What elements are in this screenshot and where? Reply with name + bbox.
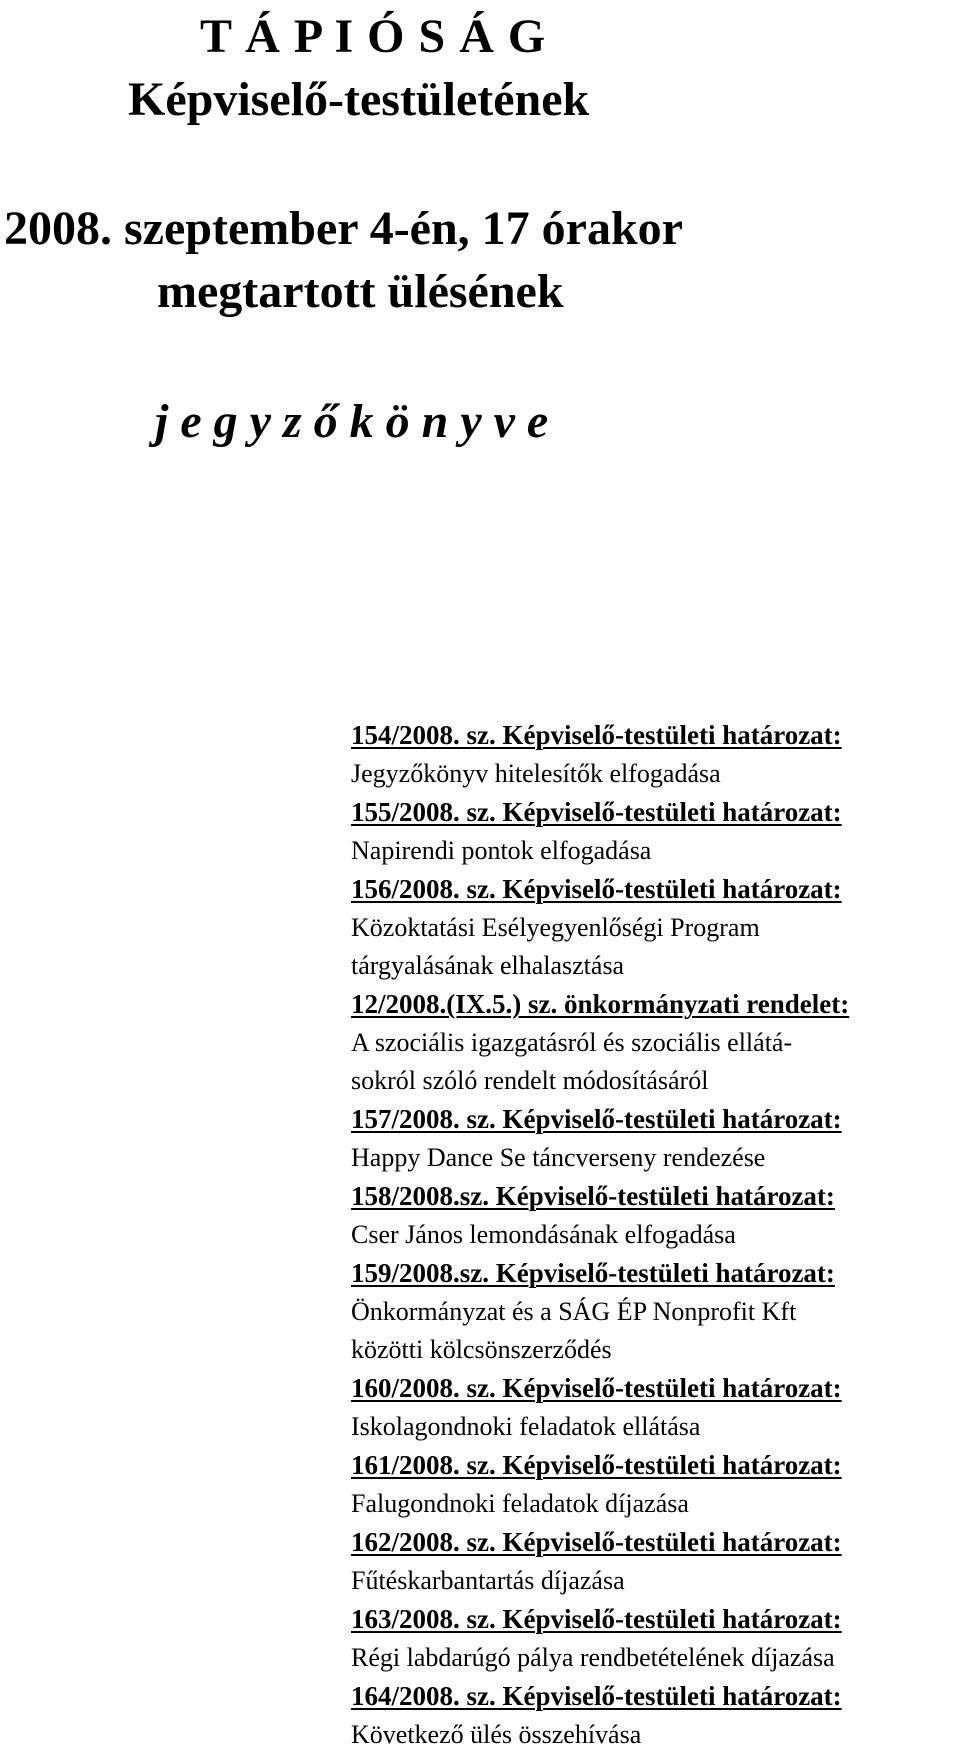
decision-description: Régi labdarúgó pálya rendbetételének díjazása	[351, 1643, 835, 1672]
decision-entry	[351, 793, 951, 870]
decision-heading: 163/2008. sz. Képviselő-testületi határozat:	[351, 1604, 842, 1634]
decision-heading: 164/2008. sz. Képviselő-testületi határozat:	[351, 1681, 842, 1711]
decision-description: tárgyalásának elhalasztása	[351, 951, 625, 980]
decision-heading: 154/2008. sz. Képviselő-testületi határozat:	[351, 720, 842, 750]
decision-description: Jegyzőkönyv hitelesítők elfogadása	[351, 759, 721, 788]
decision-description: Iskolagondnoki feladatok ellátása	[351, 1412, 701, 1441]
decision-heading: 156/2008. sz. Képviselő-testületi határozat:	[351, 874, 842, 904]
decision-entry	[351, 1177, 951, 1254]
decision-description: Közoktatási Esélyegyenlőségi Program	[351, 913, 760, 942]
decision-description: Fűtéskarbantartás díjazása	[351, 1566, 625, 1595]
title-minutes: j e g y z ő k ö n y v e	[155, 395, 549, 448]
decision-entry	[351, 1446, 951, 1523]
decision-heading: 158/2008.sz. Képviselő-testületi határozat:	[351, 1181, 835, 1211]
decision-entry	[351, 716, 951, 793]
decision-list	[351, 716, 951, 1754]
decision-entry	[351, 985, 951, 1100]
decision-entry	[351, 1369, 951, 1446]
decision-entry	[351, 1100, 951, 1177]
decision-description: Happy Dance Se táncverseny rendezése	[351, 1143, 766, 1172]
decision-description: közötti kölcsönszerződés	[351, 1335, 612, 1364]
title-settlement: T Á P I Ó S Á G	[200, 10, 547, 63]
decision-entry	[351, 1600, 951, 1677]
decision-heading: 162/2008. sz. Képviselő-testületi határozat:	[351, 1527, 842, 1557]
decision-description: A szociális igazgatásról és szociális ellátá-	[351, 1028, 793, 1057]
decision-description: Napirendi pontok elfogadása	[351, 836, 652, 865]
decision-description: sokról szóló rendelt módosításáról	[351, 1066, 709, 1095]
decision-description: Önkormányzat és a SÁG ÉP Nonprofit Kft	[351, 1297, 797, 1326]
title-date: 2008. szeptember 4-én, 17 órakor	[4, 202, 683, 255]
decision-entry	[351, 1523, 951, 1600]
decision-description: Következő ülés összehívása	[351, 1720, 642, 1749]
decision-entry	[351, 1254, 951, 1369]
decision-description: Falugondnoki feladatok díjazása	[351, 1489, 689, 1518]
decision-heading: 157/2008. sz. Képviselő-testületi határozat:	[351, 1104, 842, 1134]
decision-description: Cser János lemondásának elfogadása	[351, 1220, 736, 1249]
decision-heading: 159/2008.sz. Képviselő-testületi határozat:	[351, 1258, 835, 1288]
decision-heading: 12/2008.(IX.5.) sz. önkormányzati rendelet:	[351, 989, 850, 1019]
title-body: Képviselő-testületének	[128, 73, 590, 126]
decision-entry	[351, 870, 951, 985]
decision-entry	[351, 1677, 951, 1754]
decision-heading: 160/2008. sz. Képviselő-testületi határozat:	[351, 1373, 842, 1403]
decision-heading: 161/2008. sz. Képviselő-testületi határozat:	[351, 1450, 842, 1480]
title-meeting: megtartott ülésének	[157, 265, 564, 318]
decision-heading: 155/2008. sz. Képviselő-testületi határozat:	[351, 797, 842, 827]
